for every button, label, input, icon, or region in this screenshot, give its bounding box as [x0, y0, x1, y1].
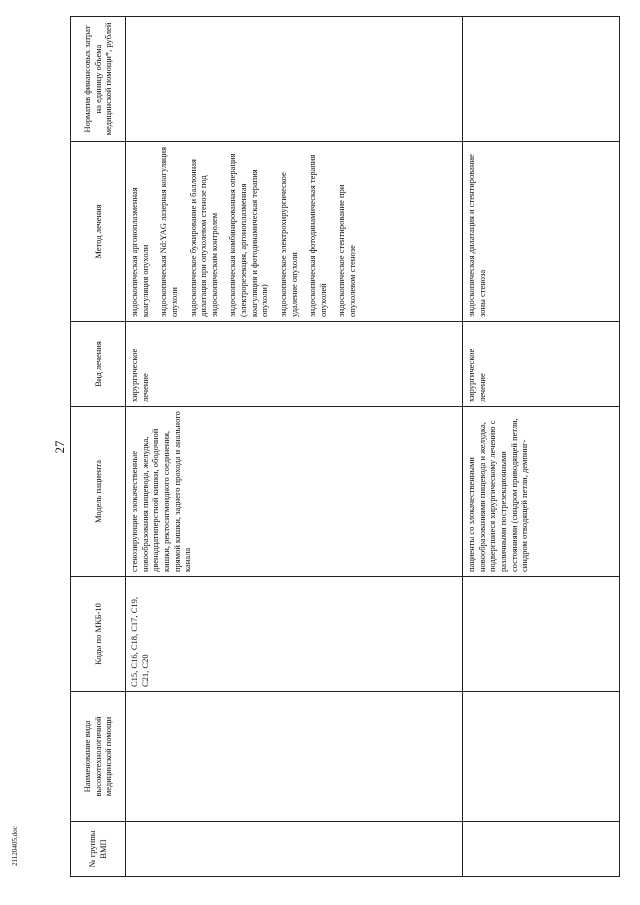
cell-group [463, 822, 620, 877]
cell-group [126, 822, 463, 877]
table-header-row [71, 17, 126, 877]
method-item: эндоскопическая фотодинамическая терапия опухолей [307, 154, 328, 317]
header-group-number: № группы ВМП [71, 822, 126, 877]
method-item: эндоскопическое электрохирургическое удаление опухоли [277, 172, 299, 317]
cell-methods [463, 142, 620, 322]
cell-model: стенозирующие злокачественные новообразования пищевода, желудка, двенадцатиперстной кишки, ободочной кишки, ректосигмоидного соединения, прямой кишки, заднего прохода и анального канала [126, 407, 463, 577]
method-item: эндоскопическая аргоноплазменная коагуляция опухоли [129, 187, 150, 317]
header-treatment-type: Вид лечения [71, 322, 126, 407]
method-item: эндоскопическая Nd:YAG лазерная коагуляция опухоли [158, 147, 179, 317]
cell-treatment: хирургическое лечение [126, 322, 463, 407]
page-number: 27 [52, 440, 67, 454]
method-item: эндоскопическая дилатация и стентирование зоны стеноза [466, 154, 487, 317]
header-patient-model: Модель пациента [71, 407, 126, 577]
cell-model: пациенты со злокачественными новообразованиями пищевода и желудка, подвергшиеся хирургическому лечению с различными пострезекционными состояниями (синдром приводящей петли, синдром отводящей петли, демпинг- [463, 407, 620, 577]
table-row [463, 17, 620, 877]
header-icd-codes: Коды по МКБ-10 [71, 577, 126, 692]
footer-file-code: 21120405.doc [11, 826, 19, 866]
cell-methods [126, 142, 463, 322]
header-vmp-name: Наименование вида высокотехнологичной медицинской помощи [71, 692, 126, 822]
rotated-table-container [70, 17, 625, 877]
cell-norm [126, 17, 463, 142]
cell-codes: C15, C16, C18, C17, C19, C21, C20 [126, 577, 463, 692]
header-cost-norm: Норматив финансовых затрат на единицу объема медицинской помощи*, рублей [71, 17, 126, 142]
table-row [126, 17, 463, 877]
method-item: эндоскопическая комбинированная операция (электрорезекция, аргоноплазменная коагуляция и фотодинамическая терапия опухоли) [227, 153, 270, 317]
method-item: эндоскопическое стентирование при опухолевом стенозе [336, 184, 357, 317]
cell-name [463, 692, 620, 822]
header-treatment-method: Метод лечения [71, 142, 126, 322]
vmp-table [70, 16, 620, 877]
cell-codes [463, 577, 620, 692]
cell-norm [463, 17, 620, 142]
method-item: эндоскопическое бужирование и баллонная дилатация при опухолевом стенозе под эндоскопическим контролем [187, 159, 219, 317]
cell-name [126, 692, 463, 822]
cell-treatment: хирургическое лечение [463, 322, 620, 407]
